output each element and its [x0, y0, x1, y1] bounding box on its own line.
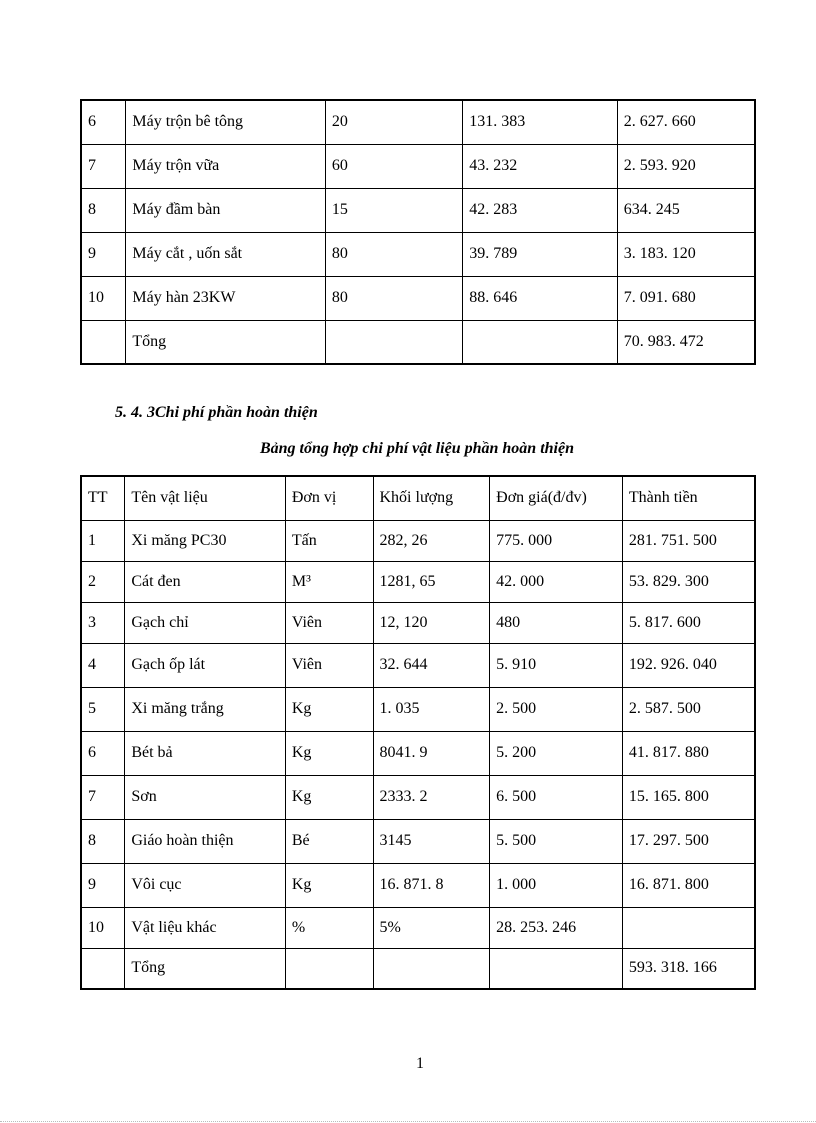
table-cell: Giáo hoàn thiện: [125, 819, 286, 863]
table-cell: 7. 091. 680: [617, 276, 755, 320]
table-cell: Gạch ốp lát: [125, 643, 286, 687]
table-cell: 775. 000: [490, 520, 623, 561]
table-cell: Vôi cục: [125, 863, 286, 907]
table-row: [81, 188, 755, 232]
table-cell: 131. 383: [463, 100, 617, 144]
column-header: Khối lượng: [373, 476, 490, 520]
table-cell: 16. 871. 8: [373, 863, 490, 907]
table-cell: 593. 318. 166: [622, 948, 755, 989]
table-cell: 41. 817. 880: [622, 731, 755, 775]
table-cell: 80: [325, 232, 462, 276]
table-cell: %: [285, 907, 373, 948]
column-header: Tên vật liệu: [125, 476, 286, 520]
table-cell: 2. 500: [490, 687, 623, 731]
table-cell: 15: [325, 188, 462, 232]
table-cell: 5%: [373, 907, 490, 948]
table-cell: Kg: [285, 863, 373, 907]
table-cell: 1281, 65: [373, 561, 490, 602]
table-row: [81, 643, 755, 687]
table-cell: [325, 320, 462, 364]
table-cell: 4: [81, 643, 125, 687]
table-cell: 281. 751. 500: [622, 520, 755, 561]
table-cell: 9: [81, 863, 125, 907]
table-cell: Viên: [285, 643, 373, 687]
table-cell: 8041. 9: [373, 731, 490, 775]
table-cell: 5. 817. 600: [622, 602, 755, 643]
section-heading: 5. 4. 3Chi phí phần hoàn thiện: [115, 404, 318, 421]
table-cell: 7: [81, 775, 125, 819]
table-cell: Máy cắt , uốn sắt: [126, 232, 326, 276]
column-header: Đơn giá(đ/đv): [490, 476, 623, 520]
table-cell: 2. 593. 920: [617, 144, 755, 188]
table-cell: 192. 926. 040: [622, 643, 755, 687]
table-cell: Kg: [285, 775, 373, 819]
table-cell: 1. 035: [373, 687, 490, 731]
table-cell: [622, 907, 755, 948]
table-cell: [81, 948, 125, 989]
table-cell: 16. 871. 800: [622, 863, 755, 907]
table-cell: Xi măng trắng: [125, 687, 286, 731]
table-cell: Gạch chỉ: [125, 602, 286, 643]
table-cell: 634. 245: [617, 188, 755, 232]
table-cell: 6: [81, 100, 126, 144]
table-cell: 8: [81, 819, 125, 863]
table-cell: Tấn: [285, 520, 373, 561]
table-cell: 6: [81, 731, 125, 775]
table-row: [81, 561, 755, 602]
table-cell: Kg: [285, 687, 373, 731]
table-cell: 42. 283: [463, 188, 617, 232]
table-cell: 80: [325, 276, 462, 320]
table-cell: 3. 183. 120: [617, 232, 755, 276]
table-cell: 2: [81, 561, 125, 602]
table-cell: 5: [81, 687, 125, 731]
table-row: [81, 232, 755, 276]
table-cell: 53. 829. 300: [622, 561, 755, 602]
column-header: Thành tiền: [622, 476, 755, 520]
table-row: [81, 819, 755, 863]
table-cell: 3145: [373, 819, 490, 863]
table-row: [81, 144, 755, 188]
table-cell: [490, 948, 623, 989]
table-row: [81, 687, 755, 731]
table-title: Bảng tổng hợp chi phí vật liệu phần hoàn thiện: [259, 440, 574, 457]
table-cell: 15. 165. 800: [622, 775, 755, 819]
table-row: [81, 907, 755, 948]
table-row: [81, 602, 755, 643]
table-cell: 480: [490, 602, 623, 643]
table-cell: Máy đầm bàn: [126, 188, 326, 232]
table-cell: 60: [325, 144, 462, 188]
table-cell: Tổng: [125, 948, 286, 989]
table-cell: Cát đen: [125, 561, 286, 602]
table-cell: Viên: [285, 602, 373, 643]
table-row: [81, 100, 755, 144]
finishing-materials-table: [80, 475, 756, 990]
table-cell: Bét bả: [125, 731, 286, 775]
table-cell: 3: [81, 602, 125, 643]
table-cell: Tổng: [126, 320, 326, 364]
table-header-row: [81, 476, 755, 520]
table-cell: 2333. 2: [373, 775, 490, 819]
table-cell: 10: [81, 276, 126, 320]
table-row: [81, 948, 755, 989]
column-header: Đơn vị: [285, 476, 373, 520]
table-cell: Máy trộn bê tông: [126, 100, 326, 144]
table-cell: 10: [81, 907, 125, 948]
table-cell: [285, 948, 373, 989]
table-cell: 1: [81, 520, 125, 561]
table-row: [81, 775, 755, 819]
table-cell: 5. 500: [490, 819, 623, 863]
table-cell: 88. 646: [463, 276, 617, 320]
table-row: [81, 863, 755, 907]
table-cell: Bé: [285, 819, 373, 863]
table-cell: 7: [81, 144, 126, 188]
column-header: TT: [81, 476, 125, 520]
table-cell: 2. 627. 660: [617, 100, 755, 144]
table-cell: 2. 587. 500: [622, 687, 755, 731]
table-row: [81, 731, 755, 775]
table-cell: M³: [285, 561, 373, 602]
table-cell: [373, 948, 490, 989]
page-number: 1: [416, 1055, 424, 1072]
table-cell: 20: [325, 100, 462, 144]
table-row: [81, 276, 755, 320]
table-cell: 42. 000: [490, 561, 623, 602]
table-cell: 6. 500: [490, 775, 623, 819]
table-cell: [463, 320, 617, 364]
table-cell: 12, 120: [373, 602, 490, 643]
table-cell: 8: [81, 188, 126, 232]
table-cell: [81, 320, 126, 364]
table-cell: Kg: [285, 731, 373, 775]
table-cell: 39. 789: [463, 232, 617, 276]
table-row: [81, 320, 755, 364]
page-bottom-rule: [0, 1121, 816, 1122]
table-cell: 5. 910: [490, 643, 623, 687]
table-cell: Máy hàn 23KW: [126, 276, 326, 320]
table-row: [81, 520, 755, 561]
table-cell: 17. 297. 500: [622, 819, 755, 863]
table-cell: 9: [81, 232, 126, 276]
table-cell: 5. 200: [490, 731, 623, 775]
table-cell: Xi măng PC30: [125, 520, 286, 561]
equipment-cost-table: [80, 99, 756, 365]
table-cell: 70. 983. 472: [617, 320, 755, 364]
table-cell: 32. 644: [373, 643, 490, 687]
table-cell: Vật liệu khác: [125, 907, 286, 948]
table-cell: Máy trộn vữa: [126, 144, 326, 188]
table-cell: 43. 232: [463, 144, 617, 188]
table-cell: 1. 000: [490, 863, 623, 907]
table-cell: Sơn: [125, 775, 286, 819]
table-cell: 282, 26: [373, 520, 490, 561]
table-cell: 28. 253. 246: [490, 907, 623, 948]
